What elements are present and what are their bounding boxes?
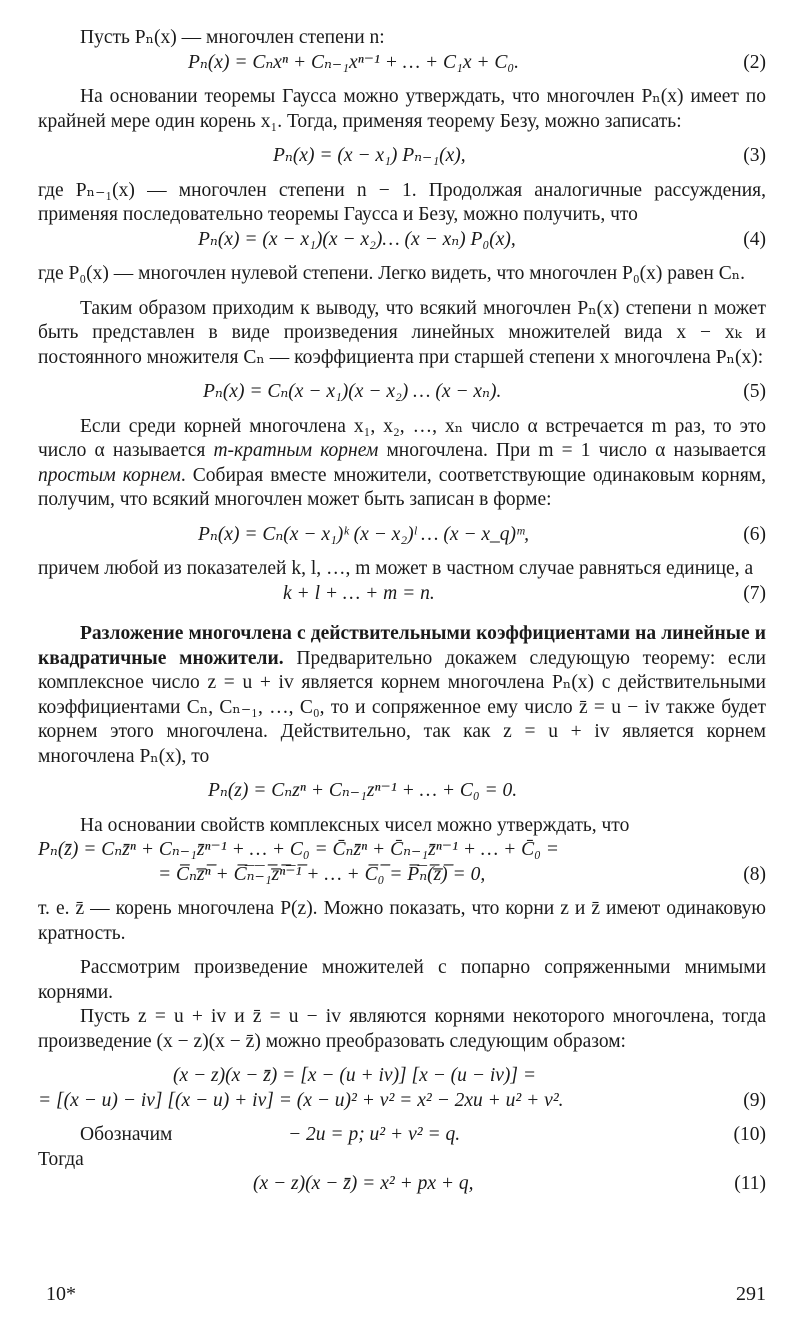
denote-label: Обозначим — [80, 1124, 173, 1145]
paragraph-gauss: На основании теоремы Гаусса можно утверждать, что многочлен Pₙ(x) имеет по крайней мере один корень x₁. Тогда, применяя теорему Безу, можно записать: — [38, 86, 766, 132]
signature-mark: 10* — [46, 1283, 76, 1305]
equation-6-number: (6) — [743, 523, 766, 545]
equation-6-formula: Pₙ(x) = Cₙ(x − x₁)ᵏ (x − x₂)ˡ … (x − x_q)ᵐ, — [198, 523, 530, 545]
paragraph-exponents: причем любой из показателей k, l, …, m может в частном случае равняться единице, а — [38, 558, 754, 579]
equation-11-number: (11) — [734, 1173, 766, 1194]
equation-9-formula-1: (x − z)(x − z̄) = [x − (u + iv)] [x − (u − iv)] = — [173, 1065, 537, 1086]
equation-10 — [38, 1123, 766, 1148]
then-label: Тогда — [38, 1148, 84, 1170]
paragraph-where-2: где P₀(x) — многочлен нулевой степени. Легко видеть, что многочлен P₀(x) равен Cₙ. — [38, 263, 746, 284]
equation-6 — [38, 523, 766, 548]
equation-2-formula: Pₙ(x) = Cₙxⁿ + Cₙ₋₁xⁿ⁻¹ + … + C₁x + C₀. — [188, 51, 520, 73]
paragraph-ie: т. е. z̄ — корень многочлена P(z). Можно показать, что корни z и z̄ имеют одинаковую кратность. — [38, 898, 766, 944]
equation-3-formula: Pₙ(x) = (x − x₁) Pₙ₋₁(x), — [273, 145, 466, 166]
equation-5-number: (5) — [743, 381, 766, 402]
roots-text-b: многочлена. При m = 1 число α называется — [378, 440, 766, 461]
page-number: 291 — [736, 1283, 766, 1305]
equation-9-formula-2: = [(x − u) − iv] [(x − u) + iv] = (x − u)² + v² = x² − 2xu + u² + v². — [38, 1089, 564, 1111]
equation-9-number: (9) — [743, 1089, 766, 1111]
equation-root-formula: Pₙ(z) = Cₙzⁿ + Cₙ₋₁zⁿ⁻¹ + … + C₀ = 0. — [208, 780, 518, 801]
equation-root — [38, 779, 766, 804]
section-decomposition — [38, 622, 766, 769]
equation-8-formula-1: Pₙ(z̄) = Cₙz̄ⁿ + Cₙ₋₁z̄ⁿ⁻¹ + … + C₀ = C̄ₙz̄ⁿ + C̄ₙ₋₁z̄ⁿ⁻¹ + … + C̄₀ = — [38, 839, 559, 860]
equation-8-formula-2: = C̅ₙz̅ⁿ̅ + C̅ₙ̅₋̅₁̅z̅ⁿ̅⁻̅¹̅ + … + C̅₀̅ = P̅ₙ̅(̅z̅)̅ = 0, — [158, 863, 486, 885]
section-body: Предварительно докажем следующую теорему: если комплексное число z = u + iv является корнем многочлена Pₙ(x) с действительными коэффициентами Cₙ, Cₙ₋₁, …, C₀, то и сопряженное ему число z̄ = u − iv также будет корнем этого многочлена. Действительно, так как z = u + iv является корнем многочлена Pₙ(x), то — [38, 647, 766, 767]
term-m-fold-root: m-кратным корнем — [213, 440, 379, 461]
paragraph-consider: Рассмотрим произведение множителей с попарно сопряженными мнимыми корнями. — [38, 957, 766, 1003]
equation-4 — [38, 228, 766, 253]
equation-3 — [38, 144, 766, 169]
then-line — [38, 1148, 766, 1173]
page-content — [38, 26, 766, 1197]
equation-2-number: (2) — [743, 51, 766, 73]
equation-11 — [38, 1172, 766, 1197]
section-heading: Разложение многочлена с действительными коэффициентами на линейные и квадратичные множители. — [38, 623, 766, 669]
equation-7 — [38, 582, 766, 607]
roots-text-c: . Собирая вместе множители, соответствующие одинаковым корням, получим, что всякий многочлен может быть записан в форме: — [38, 464, 767, 510]
paragraph-where-1: где Pₙ₋₁(x) — многочлен степени n − 1. Продолжая аналогичные рассуждения, применяя последовательно теоремы Гаусса и Безу, можно получить, что — [38, 179, 766, 225]
paragraph-multiple-roots — [38, 415, 766, 513]
equation-7-formula: k + l + … + m = n. — [283, 582, 435, 604]
equation-10-number: (10) — [733, 1124, 766, 1145]
roots-text-a: Если среди корней многочлена x₁, x₂, …, xₙ число α встречается m раз, то это число α называется — [38, 415, 766, 461]
equation-2 — [38, 51, 766, 76]
equation-3-number: (3) — [743, 145, 766, 166]
term-simple-root: простым корнем — [38, 464, 181, 486]
paragraph-conclusion: Таким образом приходим к выводу, что всякий многочлен Pₙ(x) степени n может быть представлен в виде произведения линейных множителей вида x − xₖ и постоянного множителя Cₙ — коэффициента при старшей степени x многочлена Pₙ(x): — [38, 297, 766, 368]
paragraph-complex-properties: На основании свойств комплексных чисел можно утверждать, что — [80, 814, 630, 836]
equation-11-formula: (x − z)(x − z̄) = x² + px + q, — [253, 1173, 474, 1194]
equation-4-number: (4) — [743, 228, 766, 250]
page-footer — [38, 1281, 766, 1307]
equation-4-formula: Pₙ(x) = (x − x₁)(x − x₂)… (x − xₙ) P₀(x), — [198, 228, 516, 250]
equation-8-line-1 — [38, 838, 766, 863]
equation-10-formula: − 2u = p; u² + v² = q. — [288, 1124, 461, 1145]
equation-9-line-1 — [38, 1064, 766, 1089]
equation-5 — [38, 380, 766, 405]
equation-5-formula: Pₙ(x) = Cₙ(x − x₁)(x − x₂) … (x − xₙ). — [203, 381, 502, 402]
paragraph-let: Пусть z = u + iv и z̄ = u − iv являются корнями некоторого многочлена, тогда произведение (x − z)(x − z̄) можно преобразовать следующим образом: — [38, 1006, 766, 1052]
intro-line: Пусть Pₙ(x) — многочлен степени n: — [80, 27, 385, 48]
equation-7-number: (7) — [743, 582, 766, 604]
equation-9-line-2 — [38, 1089, 766, 1114]
equation-8-number: (8) — [743, 863, 766, 885]
equation-8-line-2 — [38, 863, 766, 888]
